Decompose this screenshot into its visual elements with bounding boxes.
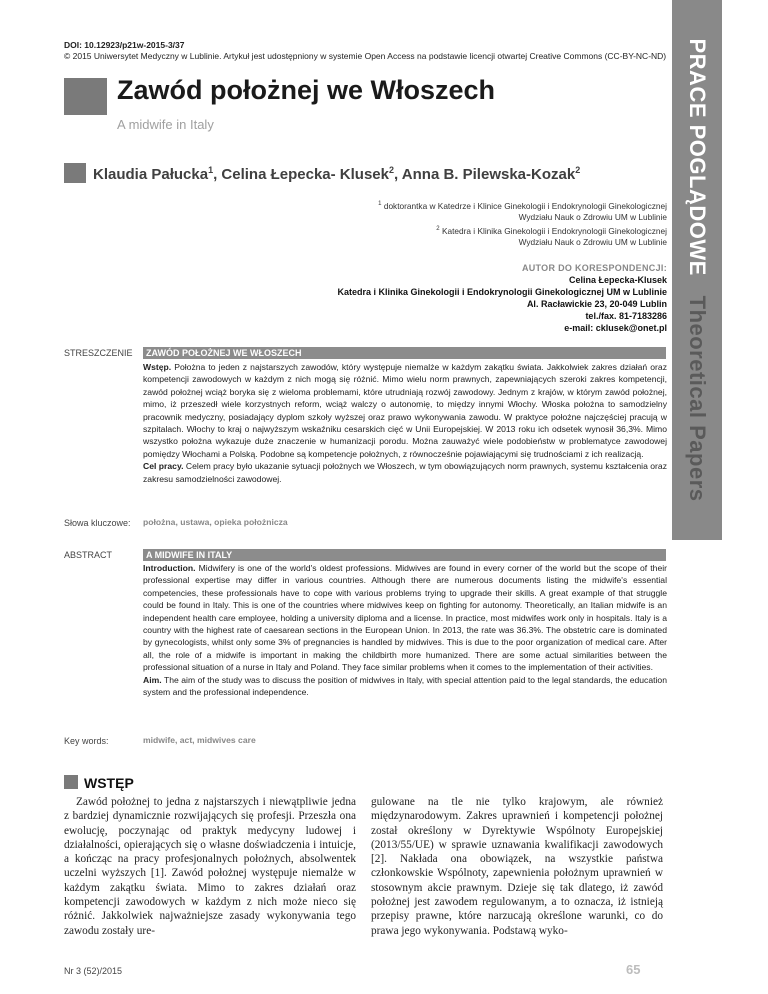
license-line: © 2015 Uniwersytet Medyczny w Lublinie. Artykuł jest udostępniony w systemie Open Access na podstawie licencji otwartej Creative Commons (CC-BY-NC-ND) xyxy=(64,51,667,61)
affiliation-line: Wydziału Nauk o Zdrowiu UM w Lublinie xyxy=(518,212,667,223)
affiliations xyxy=(378,199,667,249)
intro-label: Wstęp. xyxy=(143,362,172,372)
title-marker-square xyxy=(64,78,107,115)
issue-number: Nr 3 (52)/2015 xyxy=(64,966,123,976)
affiliation-line: Katedra i Klinika Ginekologii i Endokrynologii Ginekologicznej xyxy=(441,225,667,236)
keywords-en: midwife, act, midwives care xyxy=(143,735,256,745)
author-name: Anna B. Pilewska-Kozak xyxy=(401,166,576,183)
correspondence-name: Celina Łepecka-Klusek xyxy=(568,275,667,285)
aim-label: Aim. xyxy=(143,674,162,685)
body-left-column xyxy=(64,795,356,938)
correspondence-address: Al. Racławickie 23, 20-049 Lublin xyxy=(526,299,667,309)
authors-line: Klaudia Pałucka$^1$, Celina Łepecka- Klusek$^2$, Anna B. Pilewska-Kozak$^2$ xyxy=(93,165,581,183)
affiliation-sup: 2 xyxy=(436,225,440,232)
body-paragraph: gulowane na tle nie tylko krajowym, ale również międzynarodowym. Zakres uprawnień i kompetencji położnej został określony w Dyrektywie Wspólnoty Europejskiej (2013/55/UE) w sprawie uznawania kwalifikacji zawodowych [2]. Nakłada ona obowiązek, na wszystkie państwa członkowskie Wspólnoty, zapewnienia położnym uprawnień w stosownym akcie prawnym. Dzieje się tak dlatego, iż zawód położnej jest zawodem regulowanym, a to oznacza, iż istnieją przepisy prawne, które narzucają określone warunki, co do prawa jego wykonywania. Podstawą wyko- xyxy=(371,796,663,937)
correspondence-block xyxy=(337,262,667,334)
sidebar-english-label: Theoretical Papers xyxy=(685,295,710,502)
body-right-column xyxy=(371,795,663,938)
keywords-label-en: Key words: xyxy=(64,736,109,746)
authors-marker-square xyxy=(64,163,86,183)
author-sup: 2 xyxy=(575,165,581,175)
correspondence-email[interactable]: e-mail: cklusek@onet.pl xyxy=(564,323,667,333)
sidebar-polish-label: PRACE POGLĄDOWE xyxy=(685,38,710,276)
correspondence-label: AUTOR DO KORESPONDENCJI: xyxy=(521,263,667,273)
affiliation-line: Wydziału Nauk o Zdrowiu UM w Lublinie xyxy=(518,237,667,248)
sidebar-label xyxy=(684,38,710,501)
author-sup: 1 xyxy=(208,165,214,175)
affiliation-line: doktorantka w Katedrze i Klinice Ginekologii i Endokrynologii Ginekologicznej xyxy=(383,200,667,211)
author-sup: 2 xyxy=(389,165,395,175)
keywords-label-pl: Słowa kluczowe: xyxy=(64,518,131,528)
keywords-pl: położna, ustawa, opieka położnicza xyxy=(143,517,288,527)
intro-text: Położna to jeden z najstarszych zawodów, który występuje niemalże w każdym zakątku świata. Jakkolwiek zakres działań oraz kompetencji zawodowych w każdym z nich mogą się różnić. Mimo wielu norm prawnych, zapewniających szeroki zakres kompetencji, zawód położnej wciąż boryka się z wieloma problemami, które utrudniają rozwój zawodowy. Jednym z krajów, w którym zawód położnej, mimo, iż przeszedł wiele korzystnych reform, wciąż walczy o autonomię, to między innymi Włochy. Włoska położna to samodzielny pracownik medyczny, posiadający dyplom szkoły wyższej oraz prawo wykonywania zawodu. W praktyce położne najczęściej pracują w szpitalach. Włochy to kraj o najwyższym wskaźniku cesarskich cięć w Unii Europejskiej. W 2013 roku ich odsetek wynosił 36,3%. Mimo wszystko położna wykazuje duże znaczenie w humanizacji porodu. Można zauważyć wiele podobieństw w problematyce zawodowej pomiędzy Włochami a Polską. Podobne są kompetencje położnych, z równocześnie pojawiającymi się trudnościami z ich realizacją. xyxy=(143,362,667,459)
streszczenie-heading: ZAWÓD POŁOŻNEJ WE WŁOSZECH xyxy=(143,347,666,359)
abstract-body xyxy=(143,562,667,698)
correspondence-dept: Katedra i Klinika Ginekologii i Endokrynologii Ginekologicznej UM w Lublinie xyxy=(337,287,667,297)
affiliation-sup: 1 xyxy=(378,201,382,207)
section-marker-square xyxy=(64,775,78,789)
page-number: 65 xyxy=(626,962,641,977)
article-subtitle: A midwife in Italy xyxy=(117,117,214,132)
abstract-heading: A MIDWIFE IN ITALY xyxy=(143,549,666,561)
author-name: Klaudia Pałucka xyxy=(93,166,209,183)
body-paragraph: Zawód położnej to jedna z najstarszych i niewątpliwie jedna z bardziej dynamicznie rozwijających się profesji. Przeszła ona ewolucję, poczynając od praktyk medycyny ludowej i działalności, opierających się o własne doświadczenia i intuicje, a kończąc na pracy profesjonalnych położnych, absolwentek uczelni wyższych [1]. Zawód położnej występuje niemalże w każdym zakątku świata. Mimo to zakres działań oraz kompetencji zawodowych w każdym z nich może nieco się różnić. Jakkolwiek najważniejsze zasady wykonywania tego zawodu zostały ure- xyxy=(64,796,356,937)
article-title: Zawód położnej we Włoszech xyxy=(117,75,496,105)
author-name: Celina Łepecka- Klusek xyxy=(221,166,389,183)
intro-text: Midwifery is one of the world's oldest professions. Midwives are found in every corner of the world but the scope of their professional expertise may differ in various countries. Although there are numerous documents listing the midwife's essential competencies, these professionals have to cope with various problems trying to upgrade their skills. A great example of that struggle could be found in Italy. This is one of the countries where midwives keep on fighting for autonomy. Theoretically, an Italian midwife is an independent health care employee, holding a university diploma and a license. In practice, most midwifes work only in hospitals. Italy is a country with the highest rate of caesarean sections in the European Union. In 2013, the rate was 36.3%. The obstetric care is dominated by gynecologists, whilst only some 3% of pregnancies is handled by midwives. This is due to the poor organization of medical care. After all, the role of a midwife is important in making the childbirth more humanized. There are some actual similarities between the professional situation of a nurse in Italy and Poland. They face similar problems when it comes to the implementation of their activities. xyxy=(143,563,668,673)
abstract-label: ABSTRACT xyxy=(64,550,113,560)
doi-block xyxy=(64,40,666,62)
correspondence-phone: tel./fax. 81-7183286 xyxy=(585,311,667,321)
aim-label: Cel pracy. xyxy=(143,461,184,472)
aim-text: Celem pracy było ukazanie sytuacji położnych we Włoszech, w tym obowiązujących norm prawnych, systemu kształcenia oraz zakresu samodzielności zawodowej. xyxy=(143,461,667,484)
streszczenie-body xyxy=(143,361,667,485)
intro-label: Introduction. xyxy=(143,563,196,573)
section-title: WSTĘP xyxy=(84,775,134,791)
aim-text: The aim of the study was to discuss the position of midwives in Italy, with special attention paid to the legal standards, the education system and the professional independence. xyxy=(143,674,667,698)
doi-line: DOI: 10.12923/p21w-2015-3/37 xyxy=(64,40,185,50)
streszczenie-label: STRESZCZENIE xyxy=(64,348,133,358)
